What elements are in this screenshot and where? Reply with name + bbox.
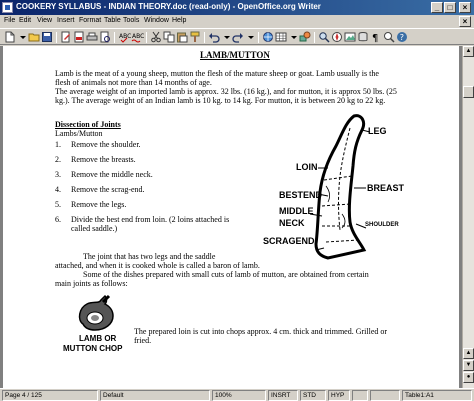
selection-mode[interactable]: STD: [300, 390, 326, 401]
joint-text: Divide the best end from loin. (2 loins attached is: [71, 215, 230, 224]
joint-text: Remove the middle neck.: [71, 170, 153, 179]
diagram-label-loin: LOIN: [296, 162, 318, 172]
intro-line-4: kg.). The average weight of an Indian lamb is 10 kg. to 14 kg. For mutton, it is between 20 kg to 22 kg.: [55, 96, 386, 105]
diagram-label-leg: LEG: [368, 126, 387, 136]
intro-line-1: Lamb is the meat of a young sheep, mutton the flesh of the mature sheep or goat. Lamb usually is the: [55, 69, 379, 78]
joint-text: Remove the shoulder.: [71, 140, 141, 149]
cut-icon[interactable]: [150, 31, 162, 43]
joint-text: called saddle.): [71, 224, 118, 233]
hyperlink-mode[interactable]: HYP: [328, 390, 350, 401]
svg-text:¶: ¶: [372, 33, 379, 44]
diagram-label-bestend: BESTEND: [279, 190, 323, 200]
help-icon[interactable]: [396, 31, 408, 43]
hyperlink-icon[interactable]: [262, 31, 274, 43]
document-viewport: [0, 46, 474, 388]
insert-mode[interactable]: INSRT: [268, 390, 298, 401]
edit-document-icon[interactable]: [60, 31, 72, 43]
chop-label-1: LAMB OR: [79, 334, 117, 343]
menu-help[interactable]: Help: [172, 17, 187, 24]
scrollbar-thumb[interactable]: [463, 86, 474, 98]
save-icon[interactable]: [41, 31, 53, 43]
table-cell-indicator: Table1:A1: [402, 390, 472, 401]
saddle-line-1: The joint that has two legs and the saddle: [83, 252, 216, 261]
menu-tools[interactable]: Tools: [123, 17, 140, 24]
joint-text: Remove the scrag-end.: [71, 185, 145, 194]
section-title: Dissection of Joints: [55, 120, 121, 129]
chop-label-2: MUTTON CHOP: [63, 344, 123, 353]
paste-icon[interactable]: [176, 31, 188, 43]
minimize-button[interactable]: _: [431, 2, 443, 13]
zoom-icon[interactable]: [383, 31, 395, 43]
maximize-button[interactable]: □: [444, 2, 456, 13]
menu-window[interactable]: Window: [144, 17, 169, 24]
saddle-line-3: Some of the dishes prepared with small cuts of lamb of mutton, are obtained from certain: [83, 270, 369, 279]
menu-table[interactable]: Table: [104, 17, 121, 24]
menu-view[interactable]: View: [37, 17, 53, 24]
close-document-button[interactable]: ×: [459, 16, 471, 27]
title-bar: [0, 0, 474, 15]
lamb-chop-illustration: [75, 294, 119, 334]
diagram-label-breast: BREAST: [367, 183, 405, 193]
autospellcheck-icon[interactable]: [131, 31, 143, 43]
format-paintbrush-icon[interactable]: [189, 31, 201, 43]
signature-field: [370, 390, 400, 401]
page-navigation-icon[interactable]: ●: [463, 372, 474, 383]
redo-dropdown-icon[interactable]: [245, 31, 257, 43]
page-preview-icon[interactable]: [99, 31, 111, 43]
zoom-level[interactable]: 100%: [212, 390, 266, 401]
data-sources-icon[interactable]: [357, 31, 369, 43]
show-draw-functions-icon[interactable]: [299, 31, 311, 43]
joint-text: Remove the legs.: [71, 200, 127, 209]
joint-num: 6.: [55, 215, 61, 224]
joint-num: 1.: [55, 140, 61, 149]
chop-text-1: The prepared loin is cut into chops approx. 4 cm. thick and trimmed. Grilled or: [134, 327, 388, 336]
intro-line-3: The average weight of an imported lamb is approx. 32 lbs. (16 kg.), and for mutton, it is approx 50 lbs. (25: [55, 87, 397, 96]
vertical-scrollbar[interactable]: [462, 46, 474, 388]
saddle-line-4: main joints as follows:: [55, 279, 128, 288]
joint-num: 3.: [55, 170, 61, 179]
scroll-up-icon[interactable]: ▲: [463, 348, 474, 359]
diagram-label-shoulder: SHOULDER: [365, 222, 399, 228]
menu-file[interactable]: File: [4, 17, 16, 24]
joint-num: 4.: [55, 185, 61, 194]
diagram-label-scragend: SCRAGEND: [263, 236, 315, 246]
scroll-up-button[interactable]: ▲: [463, 46, 474, 57]
export-pdf-icon[interactable]: [73, 31, 85, 43]
page-style[interactable]: Default: [100, 390, 210, 401]
doc-heading: LAMB/MUTTON: [200, 50, 270, 60]
joint-text: Remove the breasts.: [71, 155, 136, 164]
menu-format[interactable]: Format: [79, 17, 102, 24]
find-replace-icon[interactable]: [318, 31, 330, 43]
window-title: COOKERY SYLLABUS - INDIAN THEORY.doc (read-only) - OpenOffice.org Writer: [16, 2, 321, 11]
gallery-icon[interactable]: [344, 31, 356, 43]
status-bar: [0, 388, 474, 401]
diagram-label-neck: NECK: [279, 218, 305, 228]
redo-icon[interactable]: [232, 31, 244, 43]
print-icon[interactable]: [86, 31, 98, 43]
joint-num: 2.: [55, 155, 61, 164]
nonprinting-characters-icon[interactable]: [370, 31, 382, 43]
scroll-down-icon[interactable]: ▼: [463, 360, 474, 371]
copy-icon[interactable]: [163, 31, 175, 43]
menu-insert[interactable]: Insert: [57, 17, 75, 24]
spellcheck-icon[interactable]: [118, 31, 130, 43]
section-subtitle: Lambs/Mutton: [55, 129, 103, 138]
chop-text-2: fried.: [134, 336, 152, 345]
writer-app-icon[interactable]: [2, 2, 13, 13]
page-indicator[interactable]: Page 4 / 125: [2, 390, 98, 401]
table-icon[interactable]: [275, 31, 287, 43]
intro-line-2: flesh of animals not more than 14 months of age.: [55, 78, 212, 87]
close-button[interactable]: ×: [459, 2, 471, 13]
new-document-icon[interactable]: [4, 31, 16, 43]
menu-edit[interactable]: Edit: [19, 17, 32, 24]
svg-text:ABC: ABC: [119, 33, 132, 40]
saddle-line-2: attached, and when it is cooked whole is called a baron of lamb.: [55, 261, 260, 270]
svg-text:ABC: ABC: [132, 33, 145, 40]
document-page[interactable]: [3, 46, 459, 388]
modified-indicator: [352, 390, 368, 401]
standard-toolbar: [0, 28, 474, 45]
svg-text:?: ?: [399, 33, 404, 42]
undo-icon[interactable]: [208, 31, 220, 43]
open-folder-icon[interactable]: [28, 31, 40, 43]
navigator-icon[interactable]: [331, 31, 343, 43]
joint-num: 5.: [55, 200, 61, 209]
diagram-label-middle: MIDDLE: [279, 206, 314, 216]
menu-bar: [0, 15, 474, 28]
